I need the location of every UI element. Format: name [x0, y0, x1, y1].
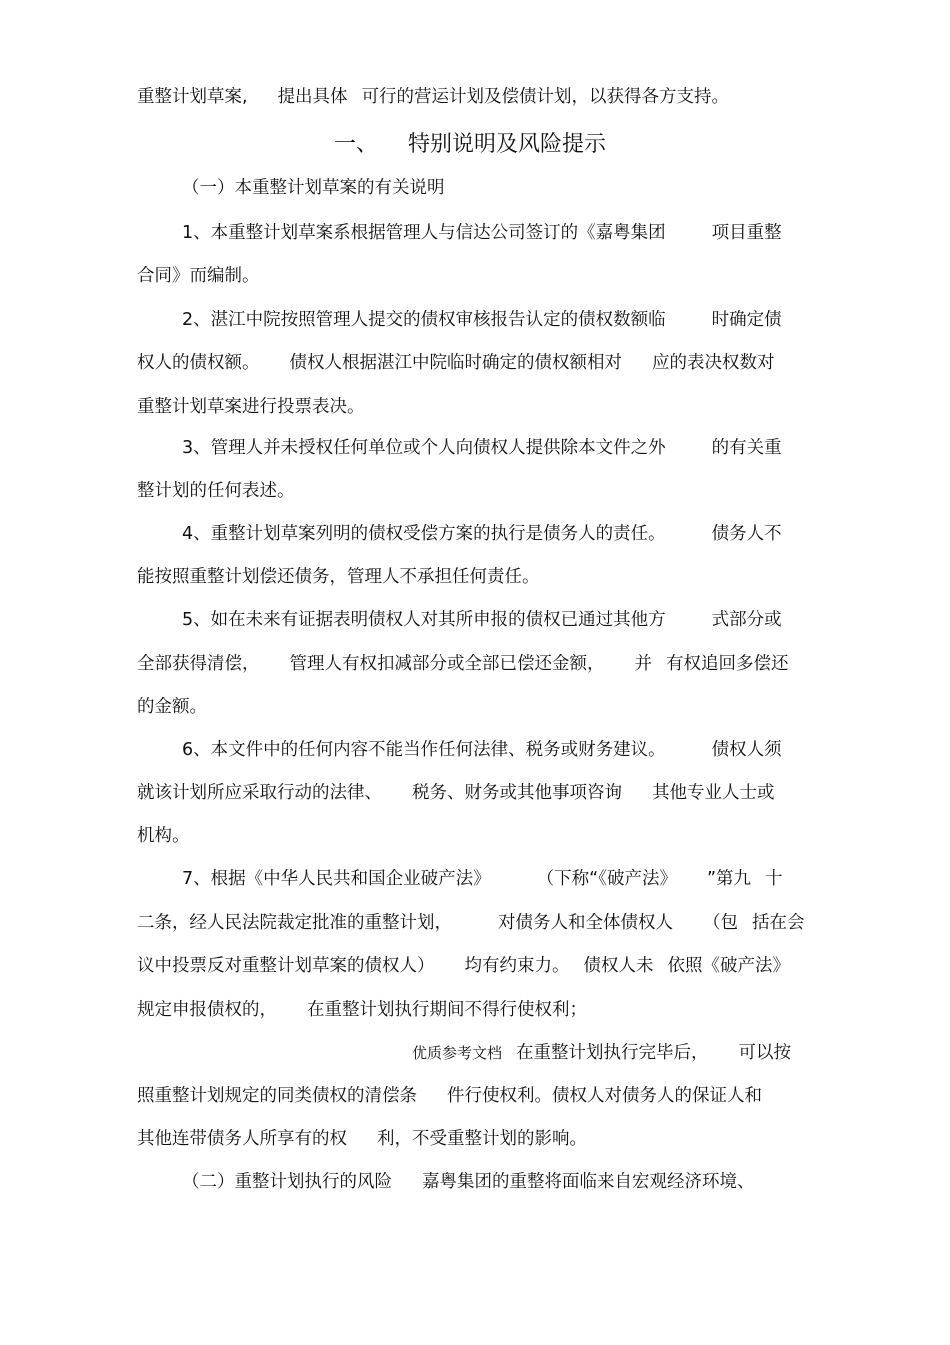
- text-segment: （下称“《破产法》: [536, 869, 677, 889]
- text-line: [182, 1170, 862, 1194]
- text-line: [182, 221, 862, 245]
- text-segment: 3、管理人并未授权任何单位或个人向债权人提供除本文件之外: [182, 438, 666, 458]
- text-line: [137, 479, 817, 503]
- text-line: [137, 695, 817, 719]
- text-line: [182, 738, 862, 762]
- heading-number: 一、: [334, 132, 379, 157]
- text-segment: （一）本重整计划草案的有关说明: [182, 178, 445, 198]
- text-line: [412, 1041, 812, 1065]
- text-segment: 机构。: [137, 826, 190, 846]
- text-segment: 并: [634, 654, 652, 674]
- text-segment: 4、重整计划草案列明的债权受偿方案的执行是债务人的责任。: [182, 524, 666, 544]
- text-line: [182, 608, 862, 632]
- text-segment: 管理人有权扣减部分或全部已偿还金额，: [289, 654, 605, 674]
- text-segment: 对债务人和全体债权人: [498, 913, 673, 933]
- text-line: [137, 998, 817, 1022]
- text-segment: 6、本文件中的任何内容不能当作任何法律、税务或财务建议。: [182, 740, 666, 760]
- text-line: [137, 781, 817, 805]
- text-segment: 的有关重: [711, 438, 782, 458]
- text-segment: 其他连带债务人所享有的权: [137, 1129, 347, 1149]
- text-segment: 照重整计划规定的同类债权的清偿条: [137, 1086, 417, 1106]
- text-segment: 可以按: [738, 1043, 792, 1063]
- heading-title: 特别说明及风险提示: [408, 132, 607, 157]
- text-segment: 1、本重整计划草案系根据管理人与信达公司签订的《嘉粤集团: [182, 223, 666, 243]
- text-segment: 债权人须: [711, 740, 782, 760]
- text-line: [137, 911, 817, 935]
- text-segment: 规定申报债权的，: [137, 1000, 277, 1020]
- text-line: [182, 308, 862, 332]
- text-segment: 可行的营运计划及偿债计划，以获得各方支持。: [361, 87, 730, 107]
- text-line: [137, 264, 817, 288]
- text-segment: 就该计划所应采取行动的法律、: [137, 783, 382, 803]
- text-segment: 整计划的任何表述。: [137, 481, 295, 501]
- text-segment: 7、根据《中华人民共和国企业破产法》: [182, 869, 491, 889]
- text-segment: 嘉粤集团的重整将面临来自宏观经济环境、: [422, 1172, 755, 1192]
- text-line: [137, 1084, 817, 1108]
- text-segment: 件行使权利。债权人对债务人的保证人和: [447, 1086, 762, 1106]
- subsection-title: [182, 176, 862, 200]
- text-line: [137, 1127, 817, 1151]
- text-segment: 债权人根据湛江中院临时确定的债权额相对: [289, 353, 622, 373]
- text-segment: 有权追回多偿还: [666, 654, 789, 674]
- text-line: [182, 522, 862, 546]
- text-line: [137, 652, 817, 676]
- text-line: [137, 351, 817, 375]
- text-segment: 二条，经人民法院裁定批准的重整计划，: [137, 913, 452, 933]
- text-segment: ”第九: [706, 869, 752, 889]
- text-segment: 能按照重整计划偿还债务，管理人不承担任何责任。: [137, 567, 540, 587]
- text-line: [137, 565, 817, 589]
- text-segment: 重整计划草案,: [137, 87, 248, 107]
- text-segment: 2、湛江中院按照管理人提交的债权审核报告认定的债权数额临: [182, 310, 666, 330]
- text-segment: 合同》而编制。: [137, 266, 260, 286]
- section-heading: [334, 131, 606, 159]
- text-line: [137, 954, 817, 978]
- text-segment: 利，不受重整计划的影响。: [377, 1129, 587, 1149]
- text-segment: 5、如在未来有证据表明债权人对其所申报的债权已通过其他方: [182, 610, 666, 630]
- text-line: [137, 395, 817, 419]
- text-line: [182, 436, 862, 460]
- text-segment: 权人的债权额。: [137, 353, 260, 373]
- text-segment: 债权人未: [583, 956, 654, 976]
- text-segment: 时确定债: [711, 310, 782, 330]
- text-segment: 在重整计划执行完毕后，: [516, 1043, 709, 1063]
- text-segment: 的金额。: [137, 697, 207, 717]
- watermark-text: 优质参考文档: [412, 1044, 503, 1062]
- text-segment: 应的表决权数对: [652, 353, 775, 373]
- text-segment: 式部分或: [711, 610, 782, 630]
- text-segment: 提出具体: [277, 87, 348, 107]
- text-segment: 债务人不: [711, 524, 782, 544]
- text-segment: 税务、财务或其他事项咨询: [412, 783, 622, 803]
- text-segment: （二）重整计划执行的风险: [182, 1172, 392, 1192]
- text-segment: 均有约束力。: [464, 956, 570, 976]
- text-segment: 重整计划草案进行投票表决。: [137, 397, 365, 417]
- text-segment: 在重整计划执行期间不得行使权利；: [307, 1000, 587, 1020]
- text-segment: 依照《破产法》: [667, 956, 790, 976]
- text-segment: 括在会: [752, 913, 805, 933]
- text-line: [137, 824, 817, 848]
- text-segment: 其他专业人士或: [652, 783, 775, 803]
- text-segment: 项目重整: [711, 223, 782, 243]
- text-segment: 议中投票反对重整计划草案的债权人）: [137, 956, 435, 976]
- text-segment: 全部获得清偿，: [137, 654, 260, 674]
- text-line: [137, 85, 817, 109]
- text-segment: 十: [765, 869, 783, 889]
- text-segment: （包: [703, 913, 738, 933]
- text-line: [182, 867, 862, 891]
